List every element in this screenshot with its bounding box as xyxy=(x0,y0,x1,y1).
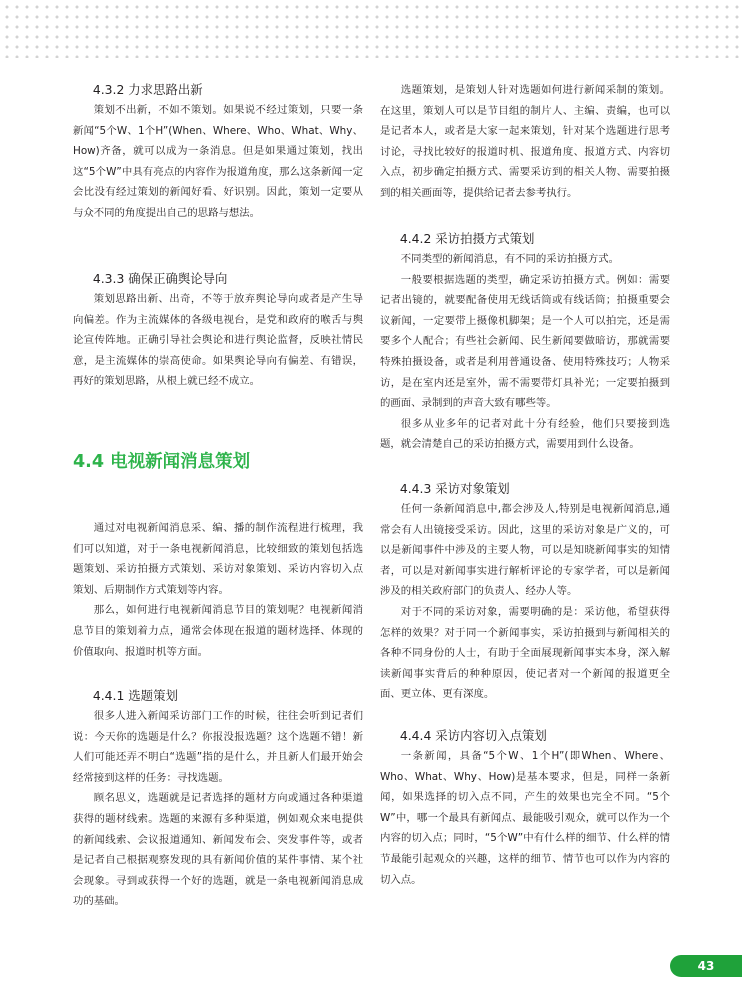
section-4-4-2 xyxy=(380,229,670,455)
subsection-title: 4.4.2 采访拍摄方式策划 xyxy=(399,231,535,246)
subsection-title: 4.4.3 采访对象策划 xyxy=(399,481,510,496)
paragraph: 任何一条新闻消息中,都会涉及人,特别是电视新闻消息,通常会有人出镜接受采访。因此，这里的采访对象是广义的，可以是新闻事件中涉及的主要人物，可以是知晓新闻事实的知情者，可以是对新闻事实进行解析评论的专家学者，可以是新闻涉及的相关政府部门的负责人、经办人等。 xyxy=(380,503,670,598)
subsection-title: 4.3.3 确保正确舆论导向 xyxy=(92,271,228,286)
page-number: 43 xyxy=(670,955,742,977)
right-intro xyxy=(380,80,670,204)
paragraph: 通过对电视新闻消息采、编、播的制作流程进行梳理，我们可以知道，对于一条电视新闻消息，比较细致的策划包括选题策划、采访拍摄方式策划、采访对象策划、采访内容切入点策划、后期制作方式策划等内容。 xyxy=(73,522,363,596)
section-4-4-1 xyxy=(73,686,363,912)
paragraph: 策划不出新，不如不策划。如果说不经过策划，只要一条新闻“5个W、1个H”(When、Where、Who、What、Why、How)齐备，就可以成为一条消息。但是如果通过策划，找出这“5个W”中具有亮点的内容作为报道角度，那么这条新闻一定会比没有经过策划的新闻好看、好识别。因此，策划一定要从与众不同的角度提出自己的思路与想法。 xyxy=(73,104,363,219)
paragraph: 很多人进入新闻采访部门工作的时候，往往会听到记者们说：今天你的选题是什么？你报没报选题？这个选题不错！新人们可能还弄不明白“选题”指的是什么，并且新人们最开始会经常接到这样的任务：寻找选题。 xyxy=(73,710,363,784)
section-4-3-3 xyxy=(73,269,363,392)
subsection-title: 4.4.1 选题策划 xyxy=(92,688,178,703)
paragraph: 不同类型的新闻消息，有不同的采访拍摄方式。 xyxy=(400,253,619,265)
section-4-4-intro xyxy=(73,518,363,662)
paragraph: 一般要根据选题的类型，确定采访拍摄方式。例如：需要记者出镜的，就要配备使用无线话筒或有线话筒；拍摄重要会议新闻，一定要带上摄像机脚架；是一个人可以拍完，还是需要多个人配合；有些社会新闻、民生新闻要做暗访，那就需要特殊拍摄设备，或者是利用普通设备、使用特殊技巧；人物采访，是在室内还是室外，需不需要带灯具补光；一定要拍摄到的画面、录制到的声音大致有哪些等。 xyxy=(380,273,670,410)
paragraph: 顾名思义，选题就是记者选择的题材方向或通过各种渠道获得的题材线索。选题的来源有多种渠道，例如观众来电提供的新闻线索、会议报道通知、新闻发布会、突发事件等，或者是记者自己根据观察发现的具有新闻价值的某件事情、某个社会现象。寻到或获得一个好的选题，就是一条电视新闻消息成功的基础。 xyxy=(73,792,363,908)
dotted-header-pattern xyxy=(0,0,742,58)
paragraph: 一条新闻，具备“5个W、1个H”(即When、Where、Who、What、Why、How)是基本要求，但是，同样一条新闻，如果选择的切入点不同，产生的效果也完全不同。“5个W”中，哪一个最具有新闻点、最能吸引观众，就可以作为一个内容的切入点；同时，“5个W”中有什么样的细节、什么样的情节最能引起观众的兴趣，这样的细节、情节也可以作为内容的切入点。 xyxy=(380,750,670,886)
paragraph: 那么，如何进行电视新闻消息节目的策划呢？电视新闻消息节目的策划着力点，通常会体现在报道的题材选择、体现的价值取向、报道时机等方面。 xyxy=(73,604,363,658)
paragraph: 很多从业多年的记者对此十分有经验，他们只要接到选题，就会清楚自己的采访拍摄方式，需要用到什么设备。 xyxy=(380,417,670,451)
section-4-4-3 xyxy=(380,479,670,705)
subsection-title: 4.3.2 力求思路出新 xyxy=(92,82,203,97)
section-4-4-4 xyxy=(380,726,670,890)
paragraph: 策划思路出新、出奇，不等于放弃舆论导向或者是产生导向偏差。作为主流媒体的各级电视台，是党和政府的喉舌与舆论宣传阵地。正确引导社会舆论和进行舆论监督，反映社情民意，是主流媒体的崇高使命。如果舆论导向有偏差、有错误，再好的策划思路，从根上就已经不成立。 xyxy=(73,293,363,388)
subsection-title: 4.4.4 采访内容切入点策划 xyxy=(399,728,547,743)
section-title: 4.4 电视新闻消息策划 xyxy=(73,452,251,472)
paragraph: 对于不同的采访对象，需要明确的是：采访他，希望获得怎样的效果？对于同一个新闻事实，采访拍摄到与新闻相关的各种不同身份的人士，有助于全面展现新闻事实本身，深入解读新闻事实背后的种种原因，使记者对一个新闻的报道更全面、更立体、更有深度。 xyxy=(380,605,670,701)
paragraph: 选题策划，是策划人针对选题如何进行新闻采制的策划。在这里，策划人可以是节目组的制片人、主编、责编，也可以是记者本人，或者是大家一起来策划，针对某个选题进行思考讨论，寻找比较好的报道时机、报道角度、报道方式、内容切入点，初步确定拍摄方式、需要采访到的相关人物、需要拍摄到的相关画面等，提供给记者去参考执行。 xyxy=(380,84,670,199)
section-4-3-2 xyxy=(73,80,363,224)
